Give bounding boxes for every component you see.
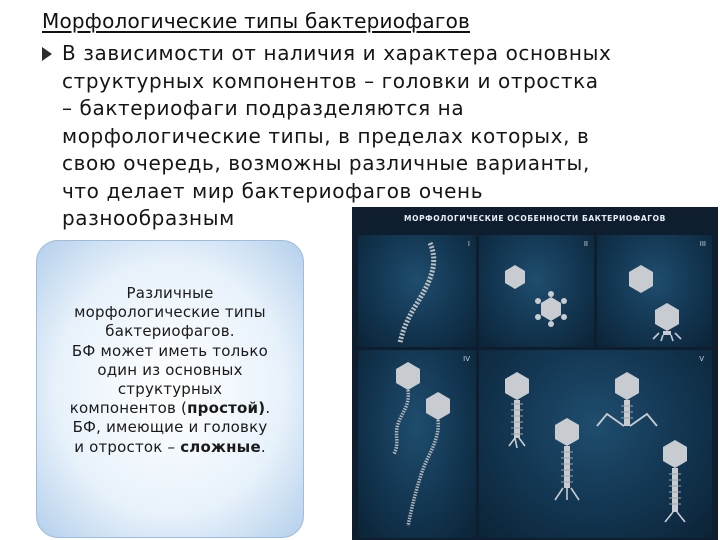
phage-morphology-figure	[352, 207, 718, 540]
callout-line: структурных	[117, 380, 223, 399]
panel-number: IV	[463, 355, 470, 363]
callout-text	[37, 284, 303, 457]
callout-text-part: компонентов (	[69, 399, 188, 418]
bullet-line: В зависимости от наличия и характера основных	[62, 41, 612, 65]
panel-4	[358, 350, 476, 538]
bullet-line: что делает мир бактериофагов очень	[62, 178, 484, 203]
panel-number: V	[699, 355, 704, 363]
bullet-line: разнообразным	[62, 206, 235, 230]
panel-1	[358, 235, 476, 347]
callout-line: морфологические типы	[74, 303, 266, 322]
filamentous-phage-icon	[358, 235, 476, 347]
callout-box	[36, 240, 304, 538]
flexible-tail-phage-icon	[358, 350, 476, 538]
bullet-line: морфологические типы, в пределах которых, в	[62, 123, 590, 148]
callout-line: один из основных	[97, 360, 243, 379]
panel-2	[479, 235, 594, 347]
figure-title: МОРФОЛОГИЧЕСКИЕ ОСОБЕННОСТИ БАКТЕРИОФАГОВ	[404, 214, 666, 223]
panel-number: I	[467, 240, 470, 248]
callout-line: БФ может иметь только	[71, 341, 269, 360]
bullet-arrow-icon	[42, 47, 52, 61]
panel-3	[597, 235, 712, 347]
bullet-paragraph	[62, 40, 707, 233]
callout-line: БФ, имеющие и головку	[72, 418, 268, 437]
short-tail-phage-icon	[597, 235, 712, 347]
contractile-tail-phage-icon	[479, 350, 712, 538]
callout-line	[37, 438, 303, 457]
simple-term: простой)	[187, 399, 266, 418]
slide-title: Морфологические типы бактериофагов	[42, 9, 471, 33]
complex-term: сложные	[180, 437, 261, 456]
callout-text-part: .	[265, 399, 271, 418]
callout-line: бактериофагов.	[105, 322, 235, 341]
callout-line: Различные	[126, 284, 214, 302]
callout-text-part: и отросток –	[74, 437, 181, 456]
bullet-line: структурных компонентов – головки и отростка	[62, 68, 599, 93]
bullet-line: – бактериофаги подразделяются на	[62, 96, 465, 120]
panel-number: II	[583, 240, 588, 248]
callout-text-part: .	[260, 437, 266, 456]
callout-line	[37, 399, 303, 418]
headed-phage-icon	[479, 235, 594, 347]
bullet-line: свою очередь, возможны различные варианты,	[62, 151, 590, 175]
panel-5	[479, 350, 712, 538]
panel-number: III	[699, 240, 706, 248]
